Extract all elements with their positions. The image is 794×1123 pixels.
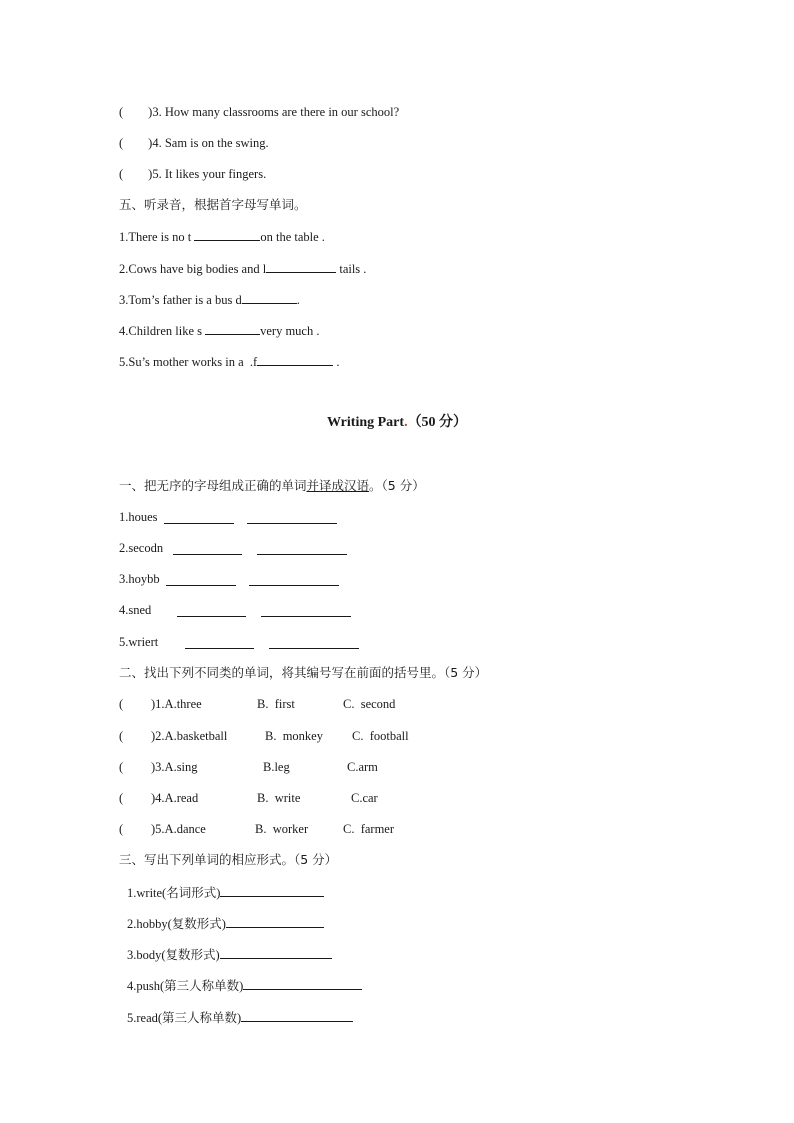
w2-item-1-b: B. first (257, 697, 295, 711)
w1-item-4: 4.sned (119, 603, 152, 617)
tf-item-5: ( )5. It likes your fingers. (119, 167, 267, 181)
w2-item-5-paren: ( (119, 822, 124, 836)
s5-item-4: 4.Children like s very much . (119, 324, 320, 338)
w3-item-1: 1.write(名词形式) (127, 884, 324, 901)
w2-heading: 二、找出下列不同类的单词，将其编号写在前面的括号里。（5 分） (119, 665, 488, 680)
w1-blank-1a[interactable] (164, 511, 234, 524)
w3-item-4: 4.push(第三人称单数) (127, 977, 362, 994)
w2-item-3-b: B.leg (263, 760, 290, 774)
w1-heading: 一、把无序的字母组成正确的单词并译成汉语。（5 分） (119, 478, 425, 493)
w3-item-5: 5.read(第三人称单数) (127, 1009, 353, 1026)
w2-item-3-c: C.arm (347, 760, 378, 774)
w1-blank-1b[interactable] (247, 511, 337, 524)
s5-item-3: 3.Tom’s father is a bus d . (119, 293, 300, 307)
w3-item-3: 3.body(复数形式) (127, 946, 332, 963)
w3-item-2: 2.hobby(复数形式) (127, 915, 324, 932)
w1-item-5: 5.wriert (119, 635, 159, 649)
w2-item-4-b: B. write (257, 791, 301, 805)
w2-item-2-b: B. monkey (265, 729, 323, 743)
w2-item-5-a: )5.A.dance (151, 822, 206, 836)
w2-item-4-paren: ( (119, 791, 124, 805)
w2-item-4-a: )4.A.read (151, 791, 199, 805)
w3-heading: 三、写出下列单词的相应形式。（5 分） (119, 852, 338, 867)
tf-item-3: ( )3. How many classrooms are there in our school? (119, 105, 400, 119)
w2-item-2-paren: ( (119, 729, 124, 743)
w2-item-2-a: )2.A.basketball (151, 729, 228, 743)
w1-blank-4a[interactable] (177, 604, 246, 617)
w2-item-1-paren: ( (119, 697, 124, 711)
s5-item-2: 2.Cows have big bodies and l tails . (119, 262, 367, 276)
w2-item-2-c: C. football (352, 729, 409, 743)
writing-part-title: Writing Part.（50 分） (326, 415, 468, 430)
w1-blank-5a[interactable] (185, 636, 254, 649)
w2-item-5-c: C. farmer (343, 822, 395, 836)
w2-item-3-a: )3.A.sing (151, 760, 198, 774)
w1-item-3: 3.hoybb (119, 572, 160, 586)
section5-heading: 五、听录音，根据首字母写单词。 (119, 197, 307, 212)
w2-item-5-b: B. worker (255, 822, 309, 836)
w1-blank-5b[interactable] (269, 636, 359, 649)
w1-blank-4b[interactable] (261, 604, 351, 617)
w1-blank-3b[interactable] (249, 573, 339, 586)
s5-item-5: 5.Su’s mother works in a .f . (119, 355, 340, 369)
w1-blank-2b[interactable] (257, 542, 347, 555)
tf-item-4: ( )4. Sam is on the swing. (119, 136, 269, 150)
w1-blank-3a[interactable] (166, 573, 236, 586)
w2-item-4-c: C.car (351, 791, 378, 805)
w1-item-1: 1.houes (119, 510, 158, 524)
w2-item-1-a: )1.A.three (151, 697, 202, 711)
s5-item-1: 1.There is no t on the table . (119, 230, 325, 244)
w2-item-3-paren: ( (119, 760, 124, 774)
w1-item-2: 2.secodn (119, 541, 164, 555)
w1-blank-2a[interactable] (173, 542, 242, 555)
w2-item-1-c: C. second (343, 697, 396, 711)
